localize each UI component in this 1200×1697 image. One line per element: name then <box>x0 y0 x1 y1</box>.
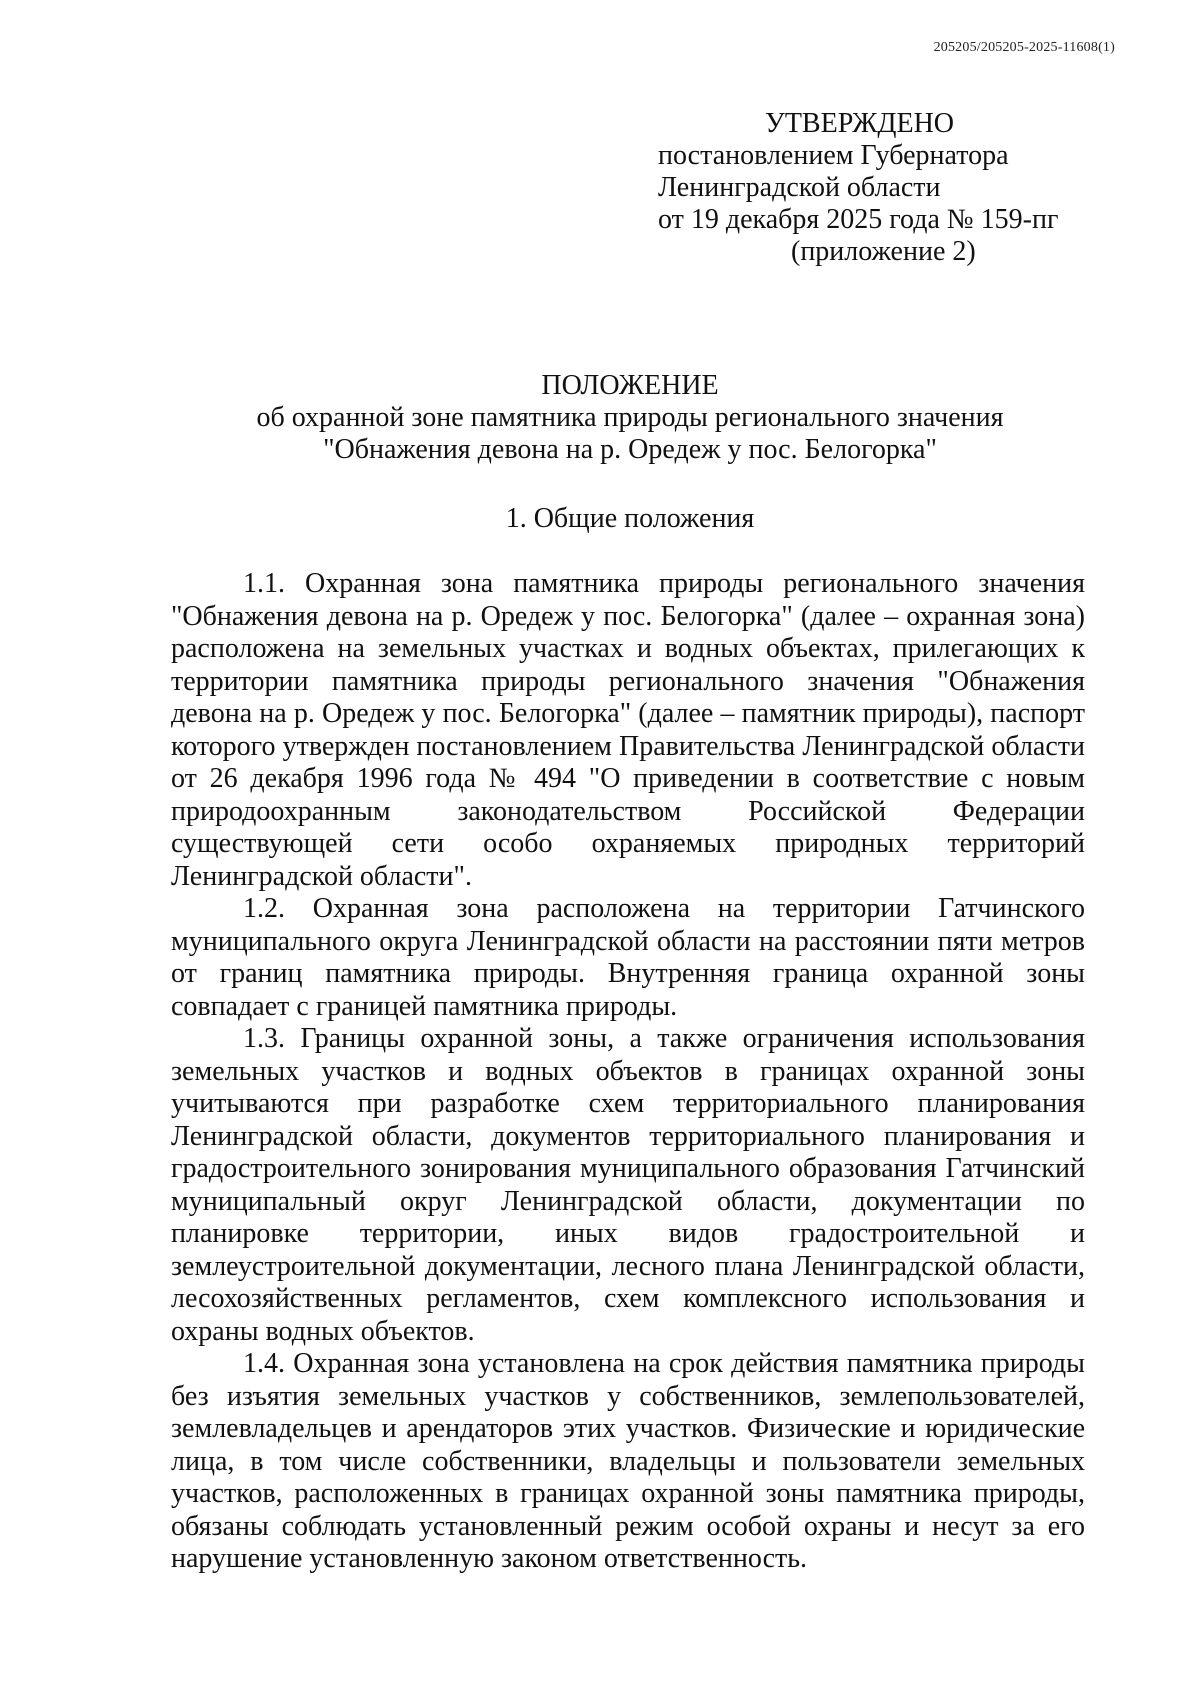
paragraph-1-3: 1.3. Границы охранной зоны, а также ограничения использования земельных участков и водных объектов в границах охранной зоны учитываются при разработке схем территориального планирования Ленинградской области, документов территориального планирования и градостроительного зонирования муниципального образования Гатчинский муниципальный округ Ленинградской области, документации по планировке территории, иных видов градостроительной и землеустроительной документации, лесного плана Ленинградской области, лесохозяйственных регламентов, схем комплексного использования и охраны водных объектов. <box>171 1023 1085 1347</box>
paragraph-1-1: 1.1. Охранная зона памятника природы регионального значения "Обнажения девона на р. Оредеж у пос. Белогорка" (далее – охранная зона) расположена на земельных участках и водных объектах, прилегающих к территории памятника природы регионального значения "Обнажения девона на р. Оредеж у пос. Белогорка" (далее – памятник природы), паспорт которого утвержден постановлением Правительства Ленинградской области от 26 декабря 1996 года № 494 "О приведении в соответствие с новым природоохранным законодательством Российской Федерации существующей сети особо охраняемых природных территорий Ленинградской области". <box>171 568 1085 892</box>
approval-annex-note: (приложение 2) <box>791 236 976 267</box>
document-subtitle-line-1: об охранной зоне памятника природы регионального значения <box>256 402 1004 433</box>
approval-heading: УТВЕРЖДЕНО <box>765 108 955 139</box>
approval-stamp-block <box>658 108 1078 268</box>
paragraph-1-2: 1.2. Охранная зона расположена на территории Гатчинского муниципального округа Ленинградской области на расстоянии пяти метров от границ памятника природы. Внутренняя граница охранной зоны совпадает с границей памятника природы. <box>171 893 1085 1022</box>
approval-line-1: постановлением Губернатора <box>658 140 1009 171</box>
approval-line-3: от 19 декабря 2025 года № 159-пг <box>658 204 1059 235</box>
document-title: ПОЛОЖЕНИЕ <box>541 370 719 401</box>
document-body <box>171 568 1085 1576</box>
paragraph-1-4: 1.4. Охранная зона установлена на срок действия памятника природы без изъятия земельных участков у собственников, землепользователей, землевладельцев и арендаторов этих участков. Физические и юридические лица, в том числе собственники, владельцы и пользователи земельных участков, расположенных в границах охранной зоны памятника природы, обязаны соблюдать установленный режим особой охраны и несут за его нарушение установленную законом ответственность. <box>171 1348 1085 1574</box>
approval-line-2: Ленинградской области <box>658 172 941 203</box>
section-heading: 1. Общие положения <box>505 503 755 534</box>
document-title-block <box>0 370 1200 466</box>
document-subtitle-line-2: "Обнажения девона на р. Оредеж у пос. Белогорка" <box>323 434 937 465</box>
document-id-number: 205205/205205-2025-11608(1) <box>933 40 1115 55</box>
